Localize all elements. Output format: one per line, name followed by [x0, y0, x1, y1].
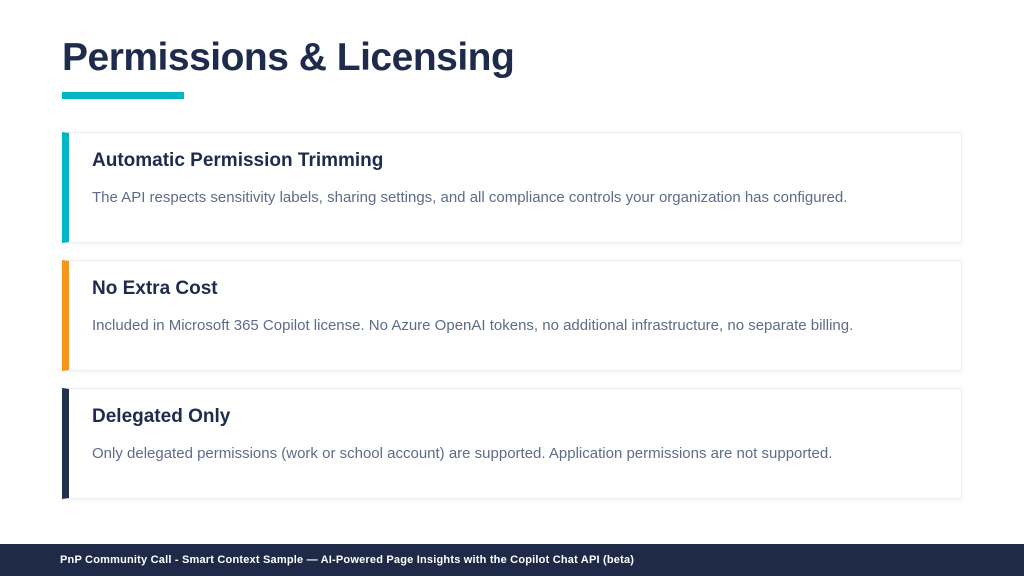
- card-title: Delegated Only: [92, 406, 231, 427]
- footer-bar: [0, 544, 1024, 576]
- page-title: Permissions & Licensing: [62, 36, 515, 79]
- card-body-text: The API respects sensitivity labels, sharing settings, and all compliance controls your organization has configured.: [92, 188, 848, 206]
- card-title: Automatic Permission Trimming: [92, 150, 384, 171]
- card-body-text: Only delegated permissions (work or school account) are supported. Application permissions are not supported.: [92, 444, 833, 462]
- card-title: No Extra Cost: [92, 278, 218, 299]
- card-body-text: Included in Microsoft 365 Copilot license. No Azure OpenAI tokens, no additional infrastructure, no separate billing.: [92, 316, 854, 334]
- title-underline-accent: [62, 92, 184, 99]
- card-list: [62, 132, 962, 499]
- card-automatic-permission-trimming: [62, 132, 962, 243]
- card-delegated-only: [62, 388, 962, 499]
- card-no-extra-cost: [62, 260, 962, 371]
- footer-text: PnP Community Call - Smart Context Sample — AI-Powered Page Insights with the Copilot Chat API (beta): [60, 554, 635, 566]
